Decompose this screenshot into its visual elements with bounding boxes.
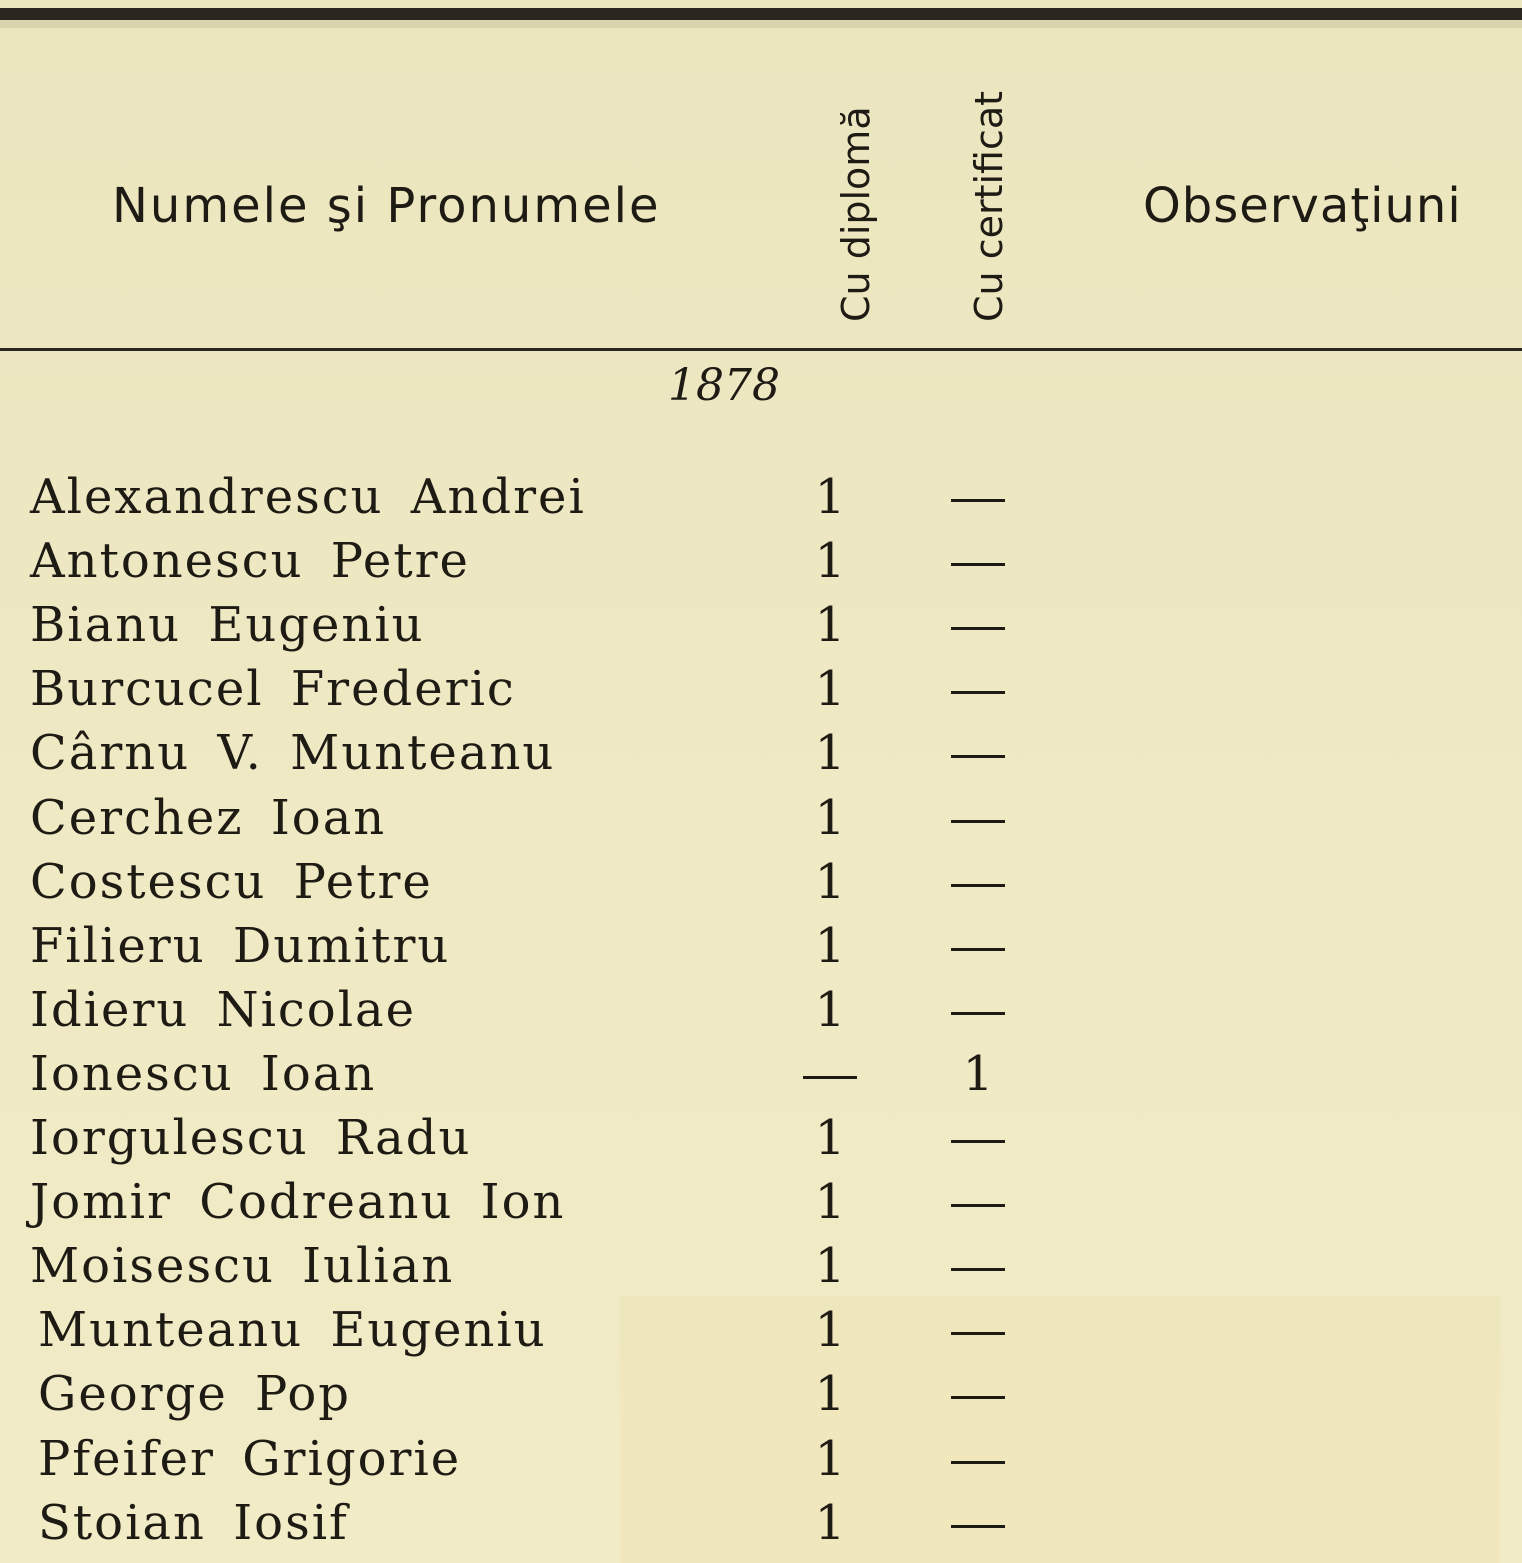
dash-mark xyxy=(951,1332,1005,1335)
dash-mark xyxy=(951,691,1005,694)
row-name: Filieru Dumitru xyxy=(30,917,451,974)
row-diploma: 1 xyxy=(814,1366,846,1423)
row-diploma: 1 xyxy=(814,533,846,590)
row-diploma xyxy=(790,1043,870,1105)
table-row xyxy=(0,594,1522,656)
row-certificate xyxy=(938,658,1018,720)
table-row xyxy=(0,530,1522,592)
row-name: Iorgulescu Radu xyxy=(30,1110,472,1166)
row-certificate xyxy=(938,466,1018,528)
row-diploma: 1 xyxy=(814,981,846,1038)
row-diploma: 1 xyxy=(814,597,846,654)
row-certificate xyxy=(938,1107,1018,1169)
table-row xyxy=(0,787,1522,849)
row-diploma: 1 xyxy=(814,1238,846,1295)
row-diploma: 1 xyxy=(814,1430,846,1487)
dash-mark xyxy=(951,1268,1005,1271)
row-diploma: 1 xyxy=(814,1174,846,1231)
dash-mark xyxy=(951,499,1005,502)
row-name: Jomir Codreanu Ion xyxy=(30,1174,566,1231)
row-diploma: 1 xyxy=(814,917,846,974)
row-diploma: 1 xyxy=(814,1494,846,1551)
row-diploma: 1 xyxy=(814,725,846,782)
row-certificate xyxy=(938,1235,1018,1297)
row-certificate xyxy=(938,594,1018,656)
row-certificate xyxy=(938,530,1018,592)
dash-mark xyxy=(951,563,1005,566)
header-diploma: Cu diplomă xyxy=(834,106,878,322)
row-certificate xyxy=(938,1299,1018,1361)
header-names: Numele şi Pronumele xyxy=(112,178,661,234)
row-certificate xyxy=(938,1171,1018,1233)
row-name: Alexandrescu Andrei xyxy=(30,469,586,525)
row-name: George Pop xyxy=(38,1366,351,1423)
row-name: Burcucel Frederic xyxy=(30,661,516,718)
row-name: Bianu Eugeniu xyxy=(30,597,425,654)
row-name: Munteanu Eugeniu xyxy=(38,1302,547,1359)
dash-mark xyxy=(951,755,1005,758)
table-row xyxy=(0,722,1522,784)
row-diploma: 1 xyxy=(814,469,846,525)
row-certificate xyxy=(938,1492,1018,1554)
dash-mark xyxy=(951,1140,1005,1143)
row-name: Idieru Nicolae xyxy=(30,981,417,1038)
header-rule xyxy=(0,348,1522,351)
table-row xyxy=(0,1492,1522,1554)
year-heading: 1878 xyxy=(668,360,780,411)
table-row xyxy=(0,1428,1522,1490)
table-row xyxy=(0,851,1522,913)
row-name: Costescu Petre xyxy=(30,853,433,910)
dash-mark xyxy=(951,1012,1005,1015)
row-name: Antonescu Petre xyxy=(30,533,470,590)
row-name: Pfeifer Grigorie xyxy=(38,1430,462,1487)
row-certificate xyxy=(938,1428,1018,1490)
row-certificate xyxy=(938,722,1018,784)
dash-mark xyxy=(951,627,1005,630)
row-certificate xyxy=(938,979,1018,1041)
table-row xyxy=(0,1107,1522,1169)
table-row xyxy=(0,1235,1522,1297)
dash-mark xyxy=(951,820,1005,823)
table-row xyxy=(0,915,1522,977)
table-row xyxy=(0,979,1522,1041)
table-row xyxy=(0,466,1522,528)
row-certificate xyxy=(938,1363,1018,1425)
top-rule-shadow xyxy=(0,20,1522,28)
row-diploma: 1 xyxy=(814,853,846,910)
dash-mark xyxy=(951,884,1005,887)
row-name: Stoian Iosif xyxy=(38,1494,349,1551)
dash-mark xyxy=(951,1204,1005,1207)
dash-mark xyxy=(951,1461,1005,1464)
dash-mark xyxy=(951,1396,1005,1399)
row-name: Cerchez Ioan xyxy=(30,789,387,846)
header-certificate: Cu certificat xyxy=(967,90,1011,322)
table-row xyxy=(0,1171,1522,1233)
table-row xyxy=(0,658,1522,720)
row-name: Moisescu Iulian xyxy=(30,1238,455,1295)
row-certificate: 1 xyxy=(962,1045,994,1102)
row-certificate xyxy=(938,851,1018,913)
dash-mark xyxy=(951,948,1005,951)
row-name: Ionescu Ioan xyxy=(30,1045,377,1102)
row-diploma: 1 xyxy=(814,789,846,846)
row-certificate xyxy=(938,915,1018,977)
row-name: Cârnu V. Munteanu xyxy=(30,725,556,782)
dash-mark xyxy=(951,1525,1005,1528)
row-diploma: 1 xyxy=(814,661,846,718)
top-rule xyxy=(0,8,1522,20)
row-certificate xyxy=(938,787,1018,849)
header-observations: Observaţiuni xyxy=(1143,178,1462,234)
dash-mark xyxy=(803,1076,857,1079)
row-diploma: 1 xyxy=(814,1302,846,1359)
row-diploma: 1 xyxy=(814,1110,846,1166)
table-row xyxy=(0,1299,1522,1361)
table-row xyxy=(0,1363,1522,1425)
table-row xyxy=(0,1043,1522,1105)
